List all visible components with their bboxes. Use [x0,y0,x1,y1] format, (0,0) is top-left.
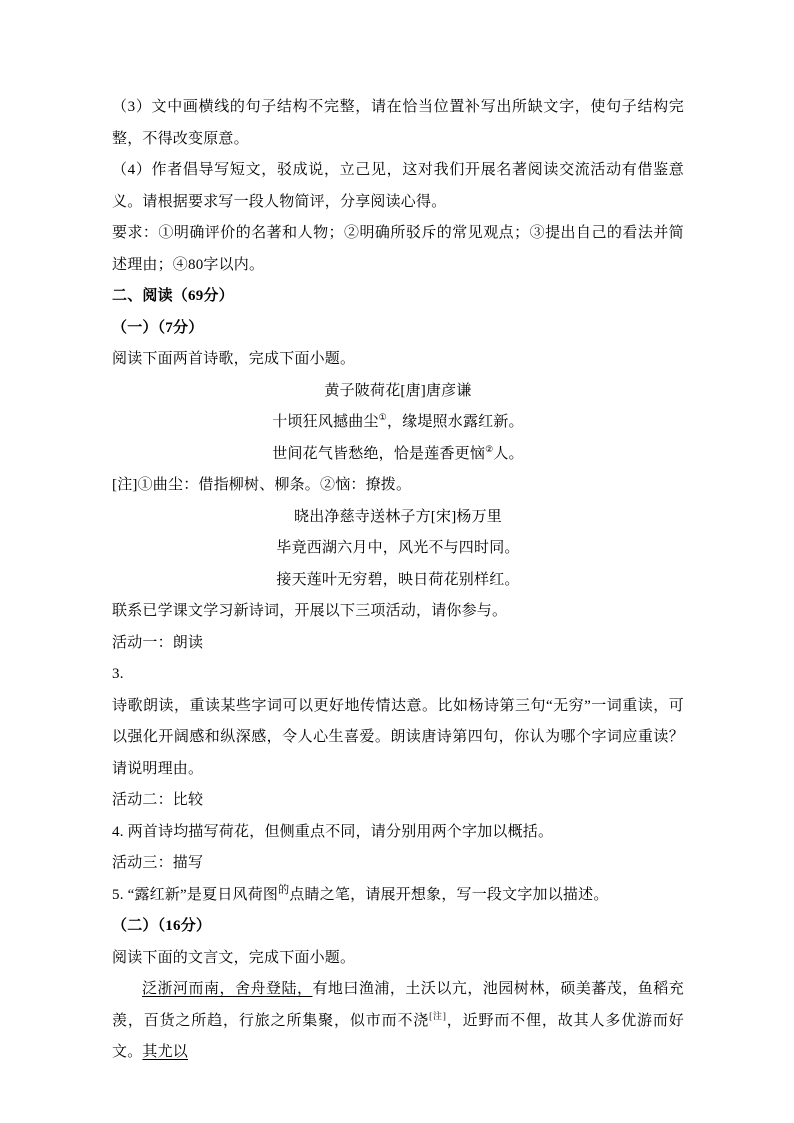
passage-underlined-closing: 其尤以 [142,1044,189,1060]
question-3-body: 诗歌朗读，重读某些字词可以更好地传情达意。比如杨诗第三句“无穷”一词重读，可以强化开阔感和纵深感，令人心生喜爱。朗读唐诗第四句，你认为哪个字词应重读？请说明理由。 [112,697,684,777]
question-5-text-start: 5. “露红新”是夏日风荷图 [112,886,279,903]
poem-2-line-2: 接天莲叶无穷碧，映日荷花别样红。 [276,571,520,588]
poem-1-line-1 [112,407,684,439]
poem-1-line-1-text: 十顷狂风撼曲尘 [272,414,379,430]
passage-note-marker: [注] [429,1010,447,1021]
activity-3-label: 活动三：描写 [112,855,204,871]
poem-1-line-2-text: 世间花气皆愁绝，恰是莲香更恼 [272,445,486,462]
footnote-marker-1: ① [378,412,387,422]
activity-1-label: 活动一：朗读 [112,634,204,651]
question-5-superscript: 的 [278,883,290,896]
question-3-number: 3. [112,666,124,682]
item-4-requirements: 要求：①明确评价的名著和人物；②明确所驳斥的常见观点；③提出自己的看法并简述理由；④80字以内。 [112,225,684,273]
part-2-heading: （二）（16分） [112,918,212,934]
poem-1-note: [注]①曲尘：借指柳树、柳条。②恼：撩拨。 [112,477,412,493]
passage-body-1: 有地曰渔浦，土沃以亢，池园树林，硕美蕃茂，鱼稻充羡，百货之所趋，行旅之所集聚，似市而不浇 [112,981,684,1029]
part-1-intro: 阅读下面两首诗歌，完成下面小题。 [112,351,356,367]
activities-intro: 联系已学课文学习新诗词，开展以下三项活动，请你参与。 [112,603,508,619]
footnote-marker-2: ② [485,443,494,454]
passage-underlined-opening: 泛浙河而南，舍舟登陆， [142,981,313,997]
item-4-instruction: （4）作者倡导写短文，驳成说，立己见，这对我们开展名著阅读交流活动有借鉴意义。请根据要求写一段人物简评，分享阅读心得。 [112,162,684,210]
poem-1-line-1-rest: ，缘堤照水露红新。 [386,414,524,430]
poem-2-line-1: 毕竟西湖六月中，风光不与四时同。 [276,540,520,556]
classical-passage [112,974,684,1069]
part-1-heading: （一）（7分） [112,319,204,336]
poem-1-line-2 [112,439,684,471]
item-3-instruction: （3）文中画横线的句子结构不完整，请在恰当位置补写出所缺文字，使句子结构完整，不得改变原意。 [112,99,684,147]
poem-1-line-2-rest: 人。 [493,445,524,462]
question-5-text [112,880,684,912]
question-5-text-rest: 点睛之笔，请展开想象，写一段文字加以描述。 [289,886,609,903]
activity-2-label: 活动二：比较 [112,792,204,808]
section-2-heading: 二、阅读（69分） [112,288,234,304]
poem-2-title: 晓出净慈寺送林子方[宋]杨万里 [294,508,502,525]
passage-body-2: ，近野而不俚，故其人多优游而好文。 [112,1012,684,1060]
question-4-text: 4. 两首诗均描写荷花，但侧重点不同，请分别用两个字加以概括。 [112,823,554,840]
poem-1-title: 黄子陂荷花[唐]唐彦谦 [324,382,472,399]
part-2-intro: 阅读下面的文言文，完成下面小题。 [112,949,356,966]
